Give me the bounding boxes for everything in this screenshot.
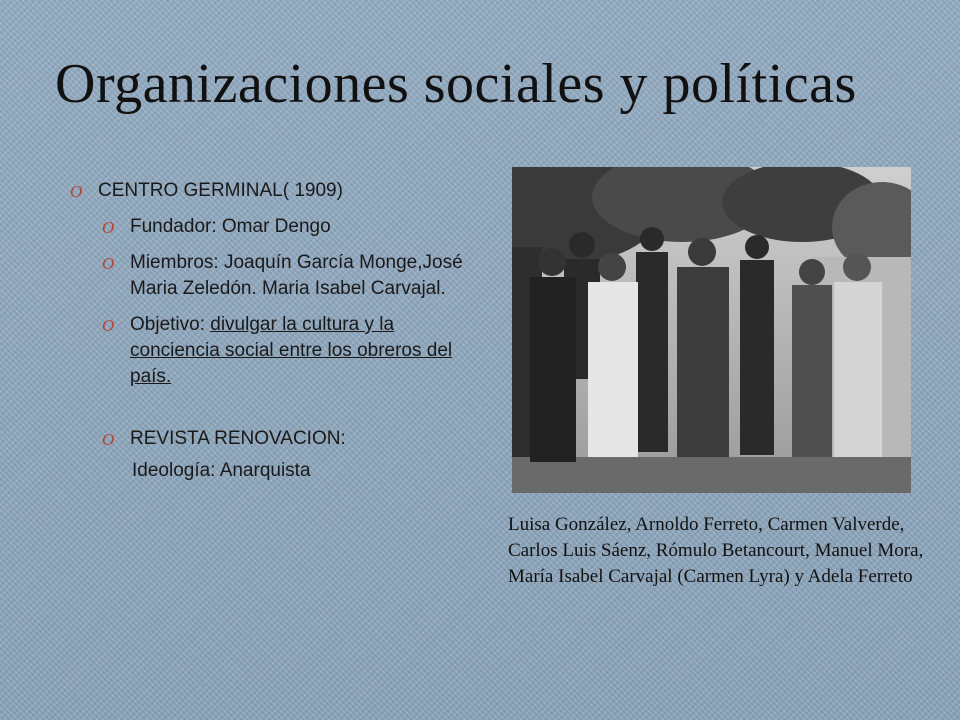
bullet-list (70, 178, 475, 484)
bullet-marker-icon: O (102, 430, 115, 449)
bullet-marker-icon: O (102, 254, 115, 273)
bullet-text: Objetivo: (130, 314, 211, 335)
bullet-marker-icon: O (70, 182, 83, 201)
bullet-text: Fundador: Omar Dengo (130, 216, 331, 237)
bullet-marker-icon: O (102, 218, 115, 237)
slide-title: Organizaciones sociales y políticas (55, 53, 857, 115)
bullet-text: CENTRO GERMINAL( 1909) (98, 180, 343, 201)
bullet-text: REVISTA RENOVACION: (130, 428, 346, 449)
objetivo-underlined-text: divulgar la cultura y la conciencia social entre los obreros del país. (130, 314, 453, 387)
bullet-text: Miembros: Joaquín García Monge,José Maria Zeledón. Maria Isabel Carvajal. (130, 252, 463, 299)
bullet-revista (70, 426, 475, 452)
bullet-objetivo (70, 312, 475, 390)
ideologia-text: Ideología: Anarquista (132, 460, 311, 481)
bullet-marker-icon: O (102, 316, 115, 335)
group-photo (512, 167, 911, 493)
photo-caption: Luisa González, Arnoldo Ferreto, Carmen Valverde, Carlos Luis Sáenz, Rómulo Betancourt, Manuel Mora, María Isabel Carvajal (Carmen Lyra) y Adela Ferreto (508, 514, 924, 587)
bullet-fundador (70, 214, 475, 240)
bullet-centro-germinal (70, 178, 475, 204)
bullet-miembros (70, 250, 475, 302)
